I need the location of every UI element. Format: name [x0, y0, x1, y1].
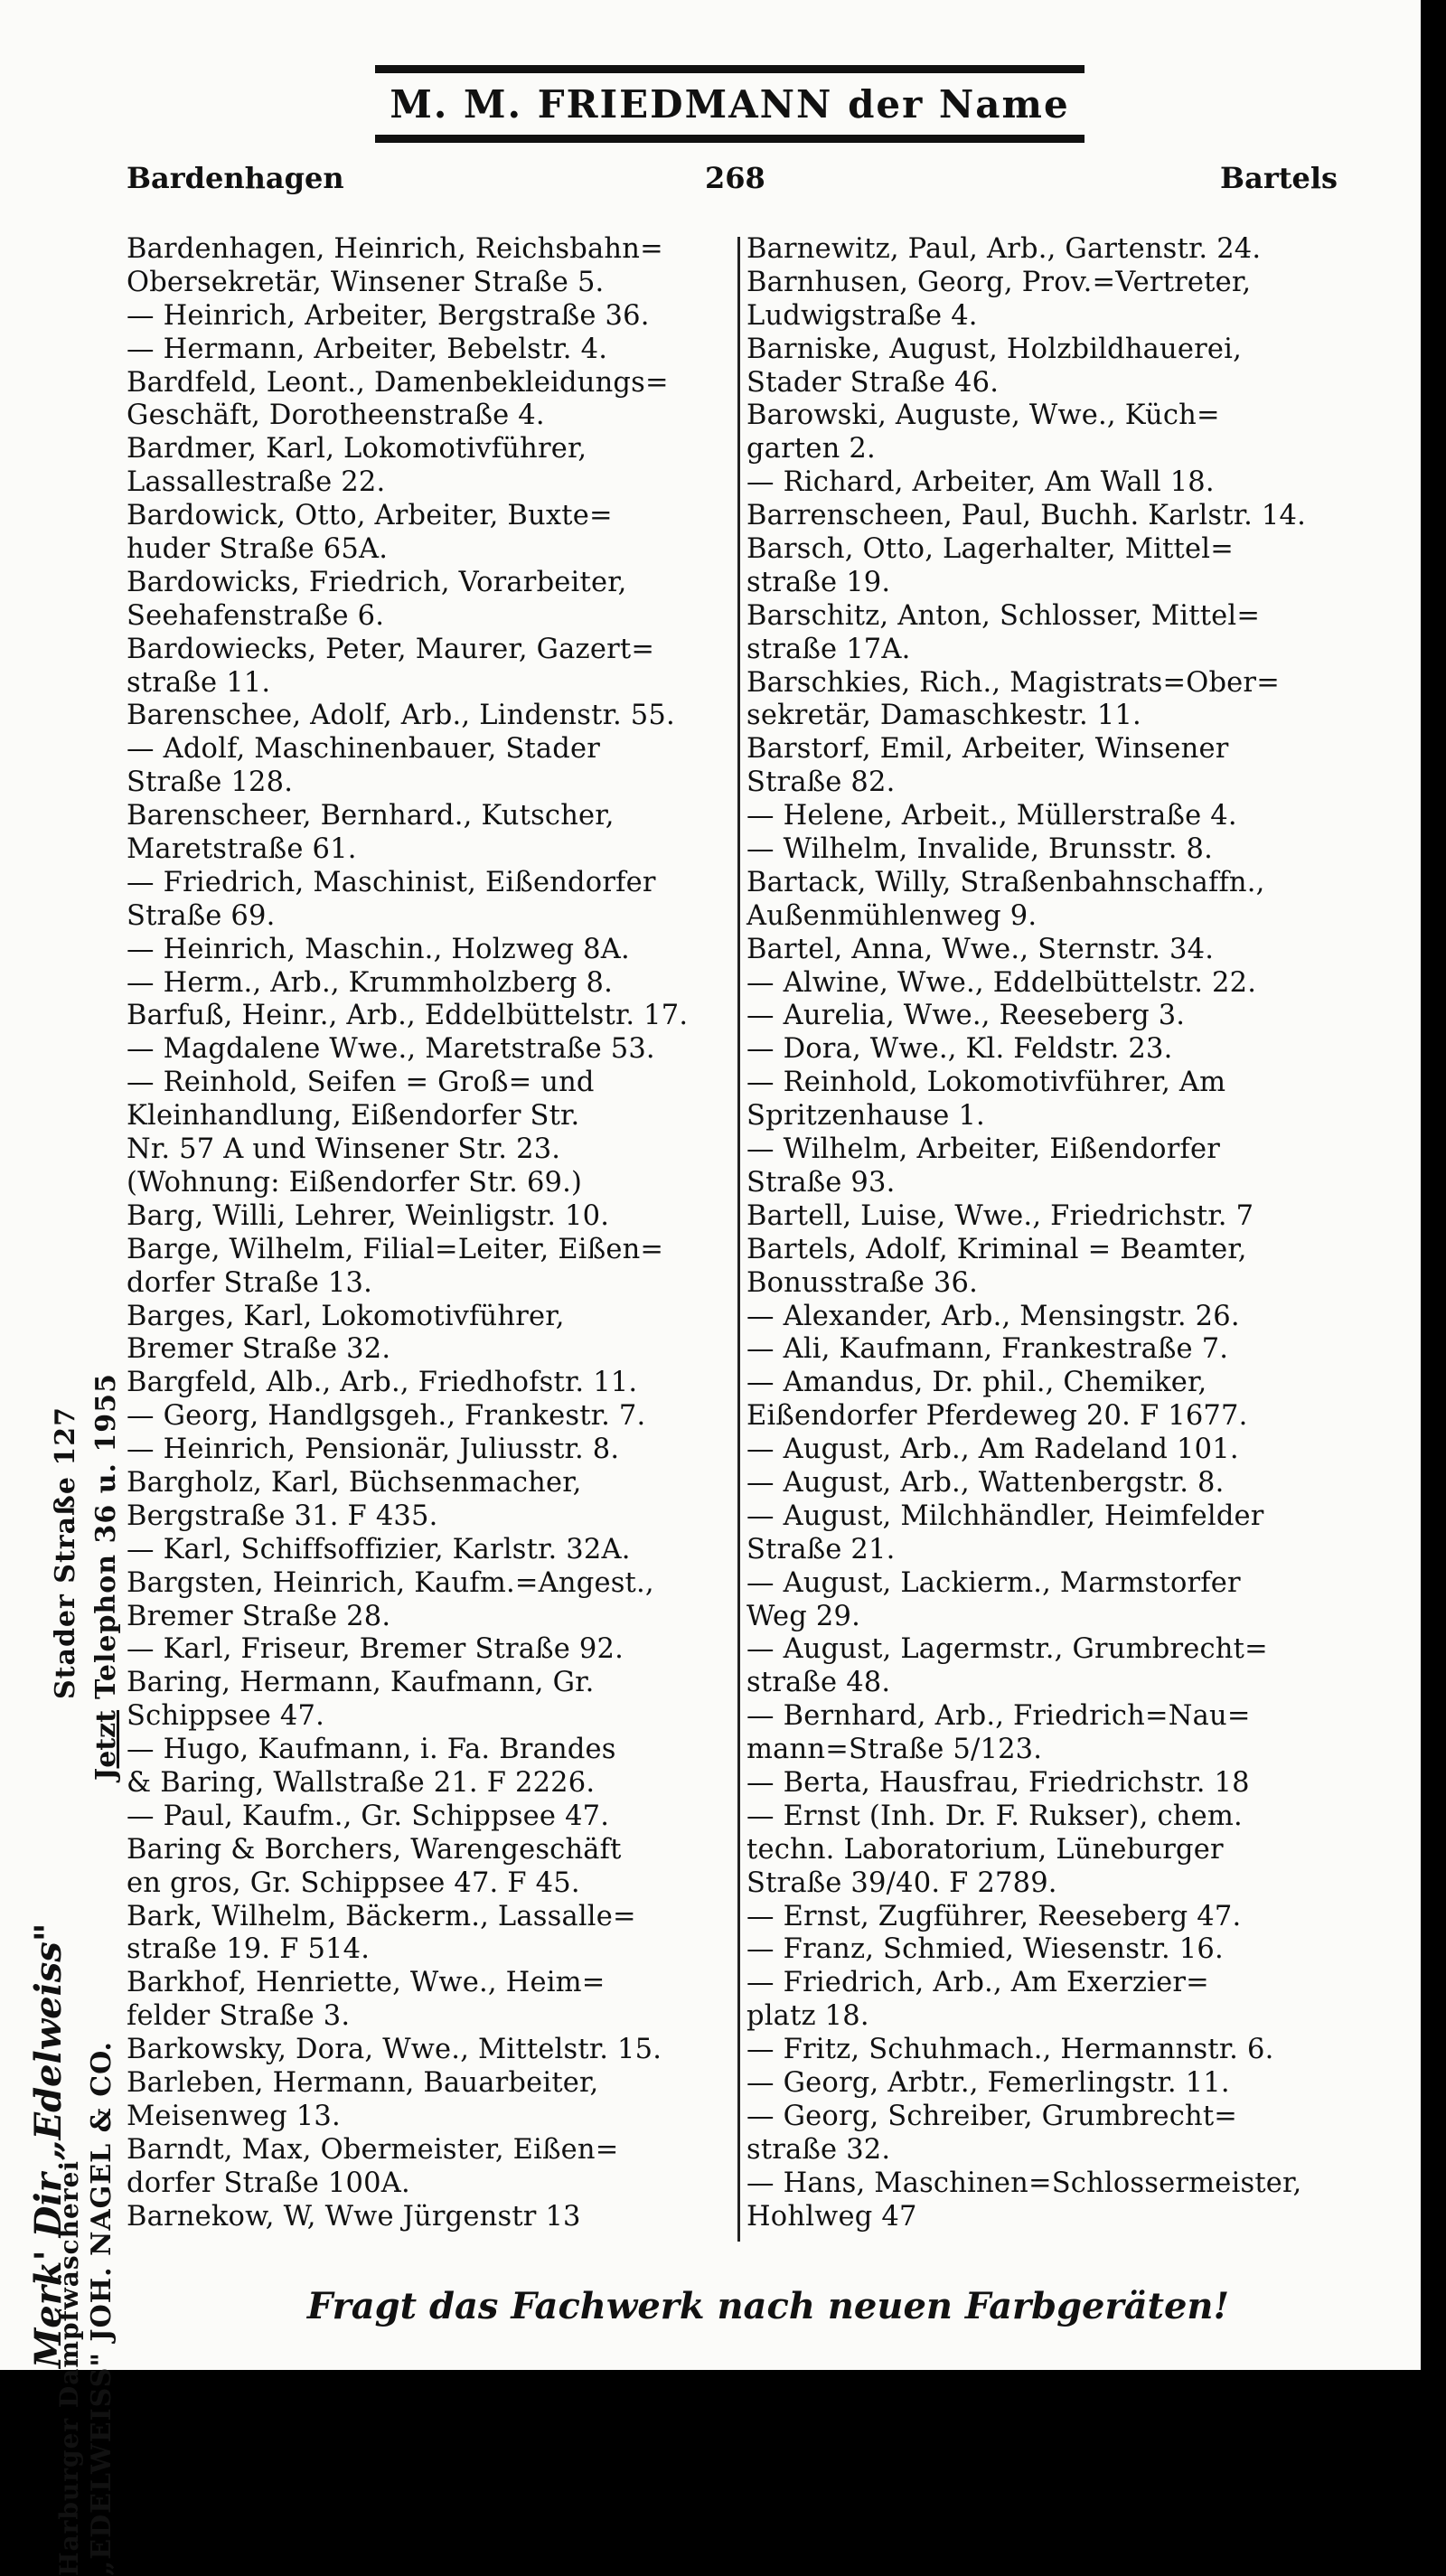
- directory-line: — Dora, Wwe., Kl. Feldstr. 23.: [746, 1033, 1173, 1066]
- directory-line: Meisenweg 13.: [127, 2100, 341, 2132]
- directory-line: — August, Arb., Am Radeland 101.: [746, 1434, 1239, 1466]
- directory-line: Barnekow, W, Wwe Jürgenstr 13: [127, 2200, 581, 2233]
- directory-line: Bargholz, Karl, Büchsenmacher,: [127, 1466, 582, 1499]
- directory-line: en gros, Gr. Schippsee 47. F 45.: [127, 1866, 580, 1899]
- running-head: [127, 161, 1338, 206]
- directory-line: — August, Milchhändler, Heimfelder: [746, 1500, 1264, 1532]
- directory-line: Barrenscheen, Paul, Buchh. Karlstr. 14.: [746, 500, 1307, 532]
- directory-line: Bark, Wilhelm, Bäckerm., Lassalle=: [127, 1900, 636, 1932]
- directory-line: Hohlweg 47: [746, 2200, 917, 2233]
- directory-line: — Karl, Friseur, Bremer Straße 92.: [127, 1633, 624, 1666]
- directory-line: Lassallestraße 22.: [127, 466, 386, 499]
- directory-line: Bargfeld, Alb., Arb., Friedhofstr. 11.: [127, 1367, 638, 1399]
- directory-line: — Aurelia, Wwe., Reeseberg 3.: [746, 1000, 1186, 1032]
- directory-line: — Alexander, Arb., Mensingstr. 26.: [746, 1300, 1240, 1332]
- directory-line: platz 18.: [746, 2000, 869, 2033]
- directory-line: — August, Lagermstr., Grumbrecht=: [746, 1633, 1268, 1666]
- directory-line: — Helene, Arbeit., Müllerstraße 4.: [746, 800, 1237, 832]
- column-divider: [737, 237, 740, 2242]
- running-head-right: Bartels: [1220, 161, 1338, 195]
- directory-line: Bremer Straße 28.: [127, 1600, 391, 1632]
- directory-line: Bardenhagen, Heinrich, Reichsbahn=: [127, 233, 663, 265]
- directory-line: — Heinrich, Arbeiter, Bergstraße 36.: [127, 299, 650, 332]
- sidebar-company-line2: „EDELWEISS" JOH. NAGEL & CO.: [86, 2041, 117, 2576]
- directory-line: — Hugo, Kaufmann, i. Fa. Brandes: [127, 1734, 616, 1766]
- directory-line: Bartel, Anna, Wwe., Sternstr. 34.: [746, 933, 1215, 965]
- sidebar-company-line1: Harburger Dampfwäscherei: [54, 2159, 84, 2576]
- directory-line: straße 11.: [127, 666, 271, 699]
- directory-line: — August, Lackierm., Marmstorfer: [746, 1566, 1241, 1599]
- directory-line: Barfuß, Heinr., Arb., Eddelbüttelstr. 17.: [127, 1000, 689, 1032]
- directory-line: Barenscheer, Bernhard., Kutscher,: [127, 800, 615, 832]
- directory-line: felder Straße 3.: [127, 2000, 351, 2033]
- directory-line: — Richard, Arbeiter, Am Wall 18.: [746, 466, 1215, 499]
- directory-line: Bardowiecks, Peter, Maurer, Gazert=: [127, 633, 655, 665]
- left-column: [127, 233, 730, 2233]
- sidebar-ad: [0, 235, 122, 2576]
- directory-line: Barowski, Auguste, Wwe., Küch=: [746, 400, 1220, 432]
- directory-line: Ludwigstraße 4.: [746, 299, 978, 332]
- directory-line: Geschäft, Dorotheenstraße 4.: [127, 400, 545, 432]
- directory-line: Barnewitz, Paul, Arb., Gartenstr. 24.: [746, 233, 1262, 265]
- directory-line: Bartack, Willy, Straßenbahnschaffn.,: [746, 866, 1265, 898]
- directory-line: Nr. 57 A und Winsener Str. 23.: [127, 1133, 561, 1166]
- directory-line: huder Straße 65A.: [127, 533, 389, 566]
- directory-line: Straße 128.: [127, 766, 294, 799]
- directory-line: Barniske, August, Holzbildhauerei,: [746, 333, 1243, 365]
- directory-line: Barndt, Max, Obermeister, Eißen=: [127, 2133, 619, 2166]
- directory-line: Obersekretär, Winsener Straße 5.: [127, 266, 605, 298]
- directory-line: straße 19. F 514.: [127, 1933, 371, 1966]
- sidebar-phone: Telephon 36 u. 1955: [90, 1373, 122, 1699]
- directory-line: sekretär, Damaschkestr. 11.: [746, 700, 1141, 732]
- directory-line: Außenmühlenweg 9.: [746, 899, 1038, 932]
- directory-line: Bremer Straße 32.: [127, 1333, 391, 1366]
- directory-line: Maretstraße 61.: [127, 833, 357, 866]
- directory-line: — Alwine, Wwe., Eddelbüttelstr. 22.: [746, 966, 1257, 999]
- directory-line: dorfer Straße 100A.: [127, 2167, 410, 2199]
- directory-line: — Franz, Schmied, Wiesenstr. 16.: [746, 1933, 1224, 1966]
- directory-line: Straße 82.: [746, 766, 896, 799]
- directory-line: Kleinhandlung, Eißendorfer Str.: [127, 1100, 580, 1133]
- scan-edge: [1421, 0, 1446, 2370]
- directory-line: Barleben, Hermann, Bauarbeiter,: [127, 2066, 599, 2099]
- directory-line: Straße 39/40. F 2789.: [746, 1866, 1057, 1899]
- directory-line: Bonusstraße 36.: [746, 1266, 979, 1299]
- directory-line: Stader Straße 46.: [746, 366, 1000, 399]
- directory-line: — Fritz, Schuhmach., Hermannstr. 6.: [746, 2034, 1274, 2066]
- directory-line: garten 2.: [746, 433, 876, 465]
- directory-line: (Wohnung: Eißendorfer Str. 69.): [127, 1166, 583, 1199]
- directory-line: Barschkies, Rich., Magistrats=Ober=: [746, 666, 1280, 699]
- directory-line: — Wilhelm, Arbeiter, Eißendorfer: [746, 1133, 1221, 1166]
- directory-line: — Friedrich, Maschinist, Eißendorfer: [127, 866, 656, 898]
- directory-line: Bardowick, Otto, Arbeiter, Buxte=: [127, 500, 613, 532]
- directory-line: — Georg, Schreiber, Grumbrecht=: [746, 2100, 1238, 2132]
- directory-line: Bergstraße 31. F 435.: [127, 1500, 438, 1532]
- directory-line: — Reinhold, Lokomotivführer, Am: [746, 1067, 1226, 1099]
- directory-line: Barges, Karl, Lokomotivführer,: [127, 1300, 565, 1332]
- directory-line: Eißendorfer Pferdeweg 20. F 1677.: [746, 1400, 1248, 1433]
- directory-line: — Hermann, Arbeiter, Bebelstr. 4.: [127, 333, 608, 365]
- sidebar-slogan: Merk' Dir „Edelweiss": [27, 1923, 70, 2368]
- directory-line: — Ernst (Inh. Dr. F. Rukser), chem.: [746, 1800, 1243, 1832]
- directory-line: Bardmer, Karl, Lokomotivführer,: [127, 433, 587, 465]
- directory-line: Barkhof, Henriette, Wwe., Heim=: [127, 1967, 606, 1999]
- directory-line: — Wilhelm, Invalide, Brunsstr. 8.: [746, 833, 1214, 866]
- directory-line: — Friedrich, Arb., Am Exerzier=: [746, 1967, 1209, 1999]
- directory-line: Spritzenhause 1.: [746, 1100, 985, 1133]
- sidebar-now: Jetzt: [90, 1709, 122, 1781]
- directory-line: Baring, Hermann, Kaufmann, Gr.: [127, 1667, 595, 1699]
- directory-line: — Karl, Schiffsoffizier, Karlstr. 32A.: [127, 1533, 631, 1565]
- directory-line: Bardowicks, Friedrich, Vorarbeiter,: [127, 566, 627, 598]
- sidebar-address: Stader Straße 127: [50, 1406, 81, 1699]
- directory-line: Barge, Wilhelm, Filial=Leiter, Eißen=: [127, 1233, 664, 1265]
- directory-line: Barstorf, Emil, Arbeiter, Winsener: [746, 733, 1229, 766]
- directory-line: — Paul, Kaufm., Gr. Schippsee 47.: [127, 1800, 610, 1832]
- directory-line: Straße 93.: [746, 1166, 896, 1199]
- directory-line: — Ali, Kaufmann, Frankestraße 7.: [746, 1333, 1229, 1366]
- directory-line: Barkowsky, Dora, Wwe., Mittelstr. 15.: [127, 2034, 662, 2066]
- directory-line: — Georg, Handlgsgeh., Frankestr. 7.: [127, 1400, 646, 1433]
- directory-line: Bargsten, Heinrich, Kaufm.=Angest.,: [127, 1566, 654, 1599]
- directory-line: straße 19.: [746, 566, 891, 598]
- directory-line: — Berta, Hausfrau, Friedrichstr. 18: [746, 1766, 1250, 1799]
- directory-line: Barnhusen, Georg, Prov.=Vertreter,: [746, 266, 1252, 298]
- directory-line: Weg 29.: [746, 1600, 861, 1632]
- directory-line: Bardfeld, Leont., Damenbekleidungs=: [127, 366, 669, 399]
- directory-line: straße 17A.: [746, 633, 911, 665]
- directory-line: — Bernhard, Arb., Friedrich=Nau=: [746, 1700, 1251, 1733]
- directory-line: Barenschee, Adolf, Arb., Lindenstr. 55.: [127, 700, 675, 732]
- directory-line: — Ernst, Zugführer, Reeseberg 47.: [746, 1900, 1242, 1932]
- directory-line: — Amandus, Dr. phil., Chemiker,: [746, 1367, 1207, 1399]
- directory-line: & Baring, Wallstraße 21. F 2226.: [127, 1766, 596, 1799]
- directory-line: Bartels, Adolf, Kriminal = Beamter,: [746, 1233, 1247, 1265]
- directory-line: Barschitz, Anton, Schlosser, Mittel=: [746, 599, 1261, 632]
- directory-line: — Herm., Arb., Krummholzberg 8.: [127, 966, 613, 999]
- directory-line: Schippsee 47.: [127, 1700, 324, 1733]
- right-column: [746, 233, 1370, 2233]
- directory-line: Baring & Borchers, Warengeschäft: [127, 1833, 622, 1866]
- directory-line: — Georg, Arbtr., Femerlingstr. 11.: [746, 2066, 1230, 2099]
- directory-line: — Hans, Maschinen=Schlossermeister,: [746, 2167, 1302, 2199]
- running-head-left: Bardenhagen: [127, 161, 344, 195]
- directory-line: straße 32.: [746, 2133, 891, 2166]
- page-number: 268: [705, 161, 765, 195]
- directory-line: — Adolf, Maschinenbauer, Stader: [127, 733, 601, 766]
- directory-line: straße 48.: [746, 1667, 891, 1699]
- directory-line: — August, Arb., Wattenbergstr. 8.: [746, 1466, 1225, 1499]
- directory-line: — Magdalene Wwe., Maretstraße 53.: [127, 1033, 655, 1066]
- banner-ad: M. M. FRIEDMANN der Name: [375, 65, 1084, 143]
- directory-line: Straße 69.: [127, 899, 276, 932]
- directory-line: Bartell, Luise, Wwe., Friedrichstr. 7: [746, 1199, 1254, 1232]
- directory-line: — Heinrich, Maschin., Holzweg 8A.: [127, 933, 630, 965]
- directory-line: Barsch, Otto, Lagerhalter, Mittel=: [746, 533, 1234, 566]
- directory-line: techn. Laboratorium, Lüneburger: [746, 1833, 1224, 1866]
- directory-line: Barg, Willi, Lehrer, Weinligstr. 10.: [127, 1199, 610, 1232]
- directory-line: Straße 21.: [746, 1533, 896, 1565]
- directory-line: — Reinhold, Seifen = Groß= und: [127, 1067, 595, 1099]
- directory-line: — Heinrich, Pensionär, Juliusstr. 8.: [127, 1434, 620, 1466]
- directory-line: mann=Straße 5/123.: [746, 1734, 1043, 1766]
- directory-line: dorfer Straße 13.: [127, 1266, 373, 1299]
- footer-ad: Fragt das Fachwerk nach neuen Farbgeräten!: [306, 2285, 1230, 2327]
- directory-line: Seehafenstraße 6.: [127, 599, 385, 632]
